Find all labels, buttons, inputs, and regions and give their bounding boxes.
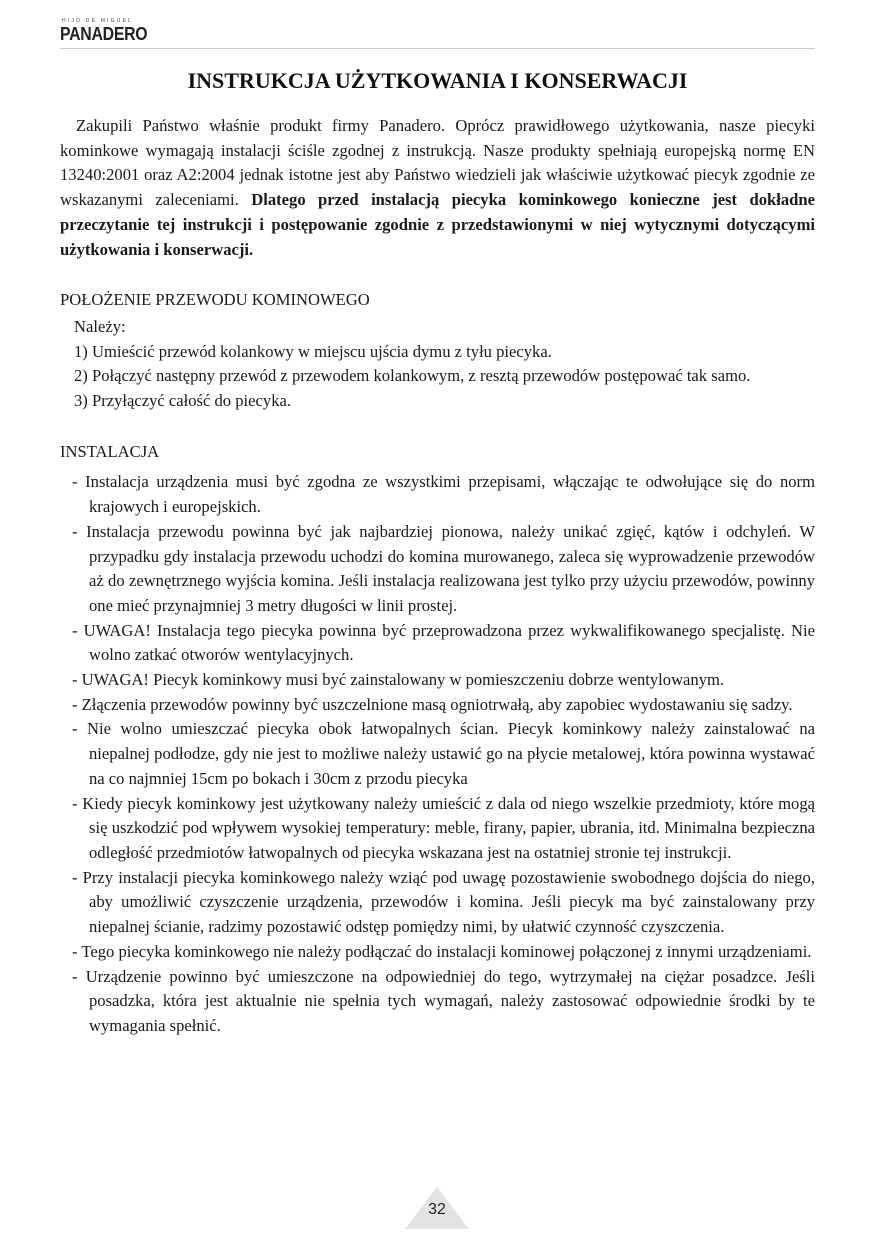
page-header bbox=[60, 16, 815, 49]
section-title-flue-position: POŁOŻENIE PRZEWODU KOMINOWEGO bbox=[60, 290, 370, 310]
logo-wordmark: PANADERO bbox=[60, 24, 148, 44]
intro-paragraph bbox=[60, 114, 815, 262]
list-item: - Instalacja urządzenia musi być zgodna ze wszystkimi przepisami, włączając te odwołujące się do norm krajowych i europejskich. bbox=[72, 472, 815, 517]
document-body bbox=[60, 64, 815, 1039]
list-item: - Złączenia przewodów powinny być uszczelnione masą ogniotrwałą, aby zapobiec wydostawaniu się sadzy. bbox=[72, 694, 793, 714]
section-title-installation: INSTALACJA bbox=[60, 441, 160, 461]
intro-text: Zakupili Państwo właśnie produkt firmy Panadero. Oprócz prawidłowego użytkowania, nasze piecyki kominkowe wymagają instalacji ściśle zgodnej z instrukcją. Nasze produkty spełniają europejską normę EN 13240:2001 oraz A2:2004 jednak istotne jest aby Państwo wiedzieli jak właściwie użytkować piecyk zgodnie ze wskazanymi zaleceniami. bbox=[60, 116, 815, 210]
steps-list bbox=[60, 340, 815, 414]
list-item: - Urządzenie powinno być umieszczone na odpowiedniej do tego, wytrzymałej na ciężar posadzce. Jeśli posadzka, która jest aktualnie nie spełnia tych wymagań, należy zastosować odpowiednie środki by te wymagania spełnić. bbox=[72, 966, 815, 1035]
installation-list bbox=[60, 470, 815, 1038]
list-item: - Kiedy piecyk kominkowy jest użytkowany należy umieścić z dala od niego wszelkie przedmioty, które mogą się uszkodzić pod wpływem wysokiej temperatury: meble, firany, papier, ubrania, itd. Minimalna bezpieczna odległość przedmiotów łatwopalnych od piecyka wskazana jest na ostatniej stronie tej instrukcji. bbox=[72, 793, 815, 862]
page-number-badge bbox=[405, 1187, 469, 1229]
list-item: - Nie wolno umieszczać piecyka obok łatwopalnych ścian. Piecyk kominkowy należy zainstalować na niepalnej podłodze, gdy nie jest to możliwe należy ustawić go na płycie metalowej, która powinna wystawać na co najmniej 15cm po bokach i 30cm z przodu piecyka bbox=[72, 719, 815, 788]
list-item: - Tego piecyka kominkowego nie należy podłączać do instalacji kominowej połączonej z innymi urządzeniami. bbox=[72, 941, 812, 961]
page-number: 32 bbox=[428, 1201, 446, 1218]
intro-bold-text: Dlatego przed instalacją piecyka kominkowego konieczne jest dokładne przeczytanie tej instrukcji i postępowanie zgodnie z przedstawionymi w niej wytycznymi dotyczącymi użytkowania i konserwacji. bbox=[60, 190, 816, 259]
list-item: 3) Przyłączyć całość do piecyka. bbox=[74, 391, 291, 411]
list-item: 2) Połączyć następny przewód z przewodem kolankowym, z resztą przewodów postępować tak samo. bbox=[74, 366, 751, 386]
list-item: - Instalacja przewodu powinna być jak najbardziej pionowa, należy unikać zgięć, kątów i odchyleń. W przypadku gdy instalacja przewodu uchodzi do komina murowanego, zaleca się wyprowadzenie przewodów aż do zewnętrznego wyjścia komina. Jeśli instalacja realizowana jest tylko przy użyciu przewodów, powinny one mieć przynajmniej 3 metry długości w linii prostej. bbox=[72, 521, 815, 615]
list-item: - Przy instalacji piecyka kominkowego należy wziąć pod uwagę pozostawienie swobodnego dojścia do niego, aby umożliwić czyszczenie urządzenia, przewodów i komina. Jeśli piecyk ma być zainstalowany przy niepalnej ścianie, radzimy pozostawić odstęp pomiędzy nimi, by ułatwić czynność czyszczenia. bbox=[72, 867, 815, 937]
list-item: 1) Umieścić przewód kolankowy w miejscu ujścia dymu z tyłu piecyka. bbox=[74, 341, 552, 361]
logo-subtitle: HIJO DE MIGUEL bbox=[62, 18, 134, 24]
list-item: - UWAGA! Piecyk kominkowy musi być zainstalowany w pomieszczeniu dobrze wentylowanym. bbox=[72, 670, 725, 690]
list-item: - UWAGA! Instalacja tego piecyka powinna być przeprowadzona przez wykwalifikowanego specjalistę. Nie wolno zatkać otworów wentylacyjnych. bbox=[72, 620, 815, 665]
section-lead: Należy: bbox=[74, 316, 126, 336]
panadero-logo bbox=[60, 16, 160, 46]
page-title: INSTRUKCJA UŻYTKOWANIA I KONSERWACJI bbox=[187, 68, 688, 93]
